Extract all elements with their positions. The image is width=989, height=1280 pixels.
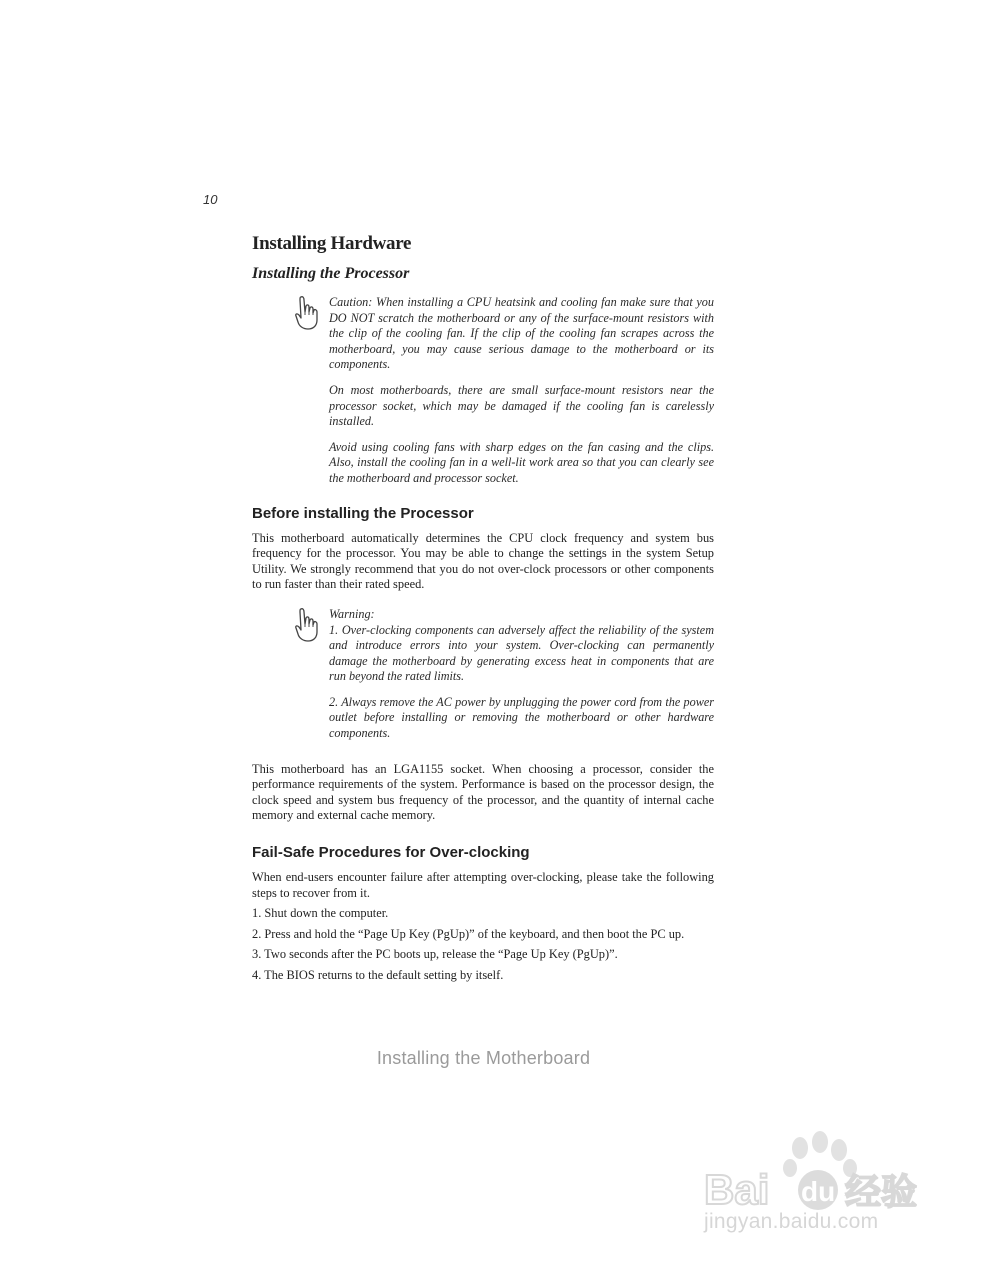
section-heading-failsafe: Fail-Safe Procedures for Over-clocking [252, 844, 530, 862]
svg-text:du: du [801, 1176, 836, 1207]
svg-text:Bai: Bai [704, 1166, 770, 1213]
before-installing-paragraph: This motherboard automatically determines the CPU clock frequency and system bus frequency for the processor. You may be able to change the settings in the system Setup Utility. We strongly recommend that you do not over-clock processors or other components to run faster than their rated speed. [252, 530, 714, 592]
failsafe-intro: When end-users encounter failure after attempting over-clocking, please take the following steps to recover from it. [252, 870, 714, 900]
warning-label: Warning: [329, 606, 375, 621]
socket-paragraph: This motherboard has an LGA1155 socket. When choosing a processor, consider the performance requirements of the system. Performance is based on the processor design, the clock speed and system bus frequency of the processor, and the quantity of internal cache memory and external cache memory. [252, 761, 714, 823]
page-title: Installing Hardware [252, 233, 412, 254]
caution-paragraph: Avoid using cooling fans with sharp edges on the fan casing and the clips. Also, install the cooling fan in a well-lit work area so that you can clearly see the motherboard and processor socket. [329, 439, 714, 485]
footer-text: Installing the Motherboard [376, 1048, 591, 1068]
failsafe-steps [252, 906, 714, 983]
svg-text:经验: 经验 [845, 1172, 918, 1213]
page-number: 10 [203, 192, 218, 207]
section-subtitle: Installing the Processor [252, 265, 410, 282]
pointing-hand-icon [292, 295, 322, 331]
list-item: 2. Press and hold the “Page Up Key (PgUp)” of the keyboard, and then boot the PC up. [252, 926, 685, 941]
list-item: 4. The BIOS returns to the default setting by itself. [252, 968, 504, 982]
watermark-url: jingyan.baidu.com [704, 1210, 879, 1233]
caution-note [252, 295, 714, 487]
caution-paragraph: On most motherboards, there are small surface-mount resistors near the processor socket, which may be damaged if the cooling fan is carelessly installed. [329, 382, 714, 429]
pointing-hand-icon [292, 607, 322, 643]
warning-paragraph: 2. Always remove the AC power by unplugging the power cord from the power outlet before installing or removing the motherboard or other hardware components. [329, 694, 714, 741]
page-footer [0, 1048, 989, 1069]
warning-note [252, 607, 714, 742]
list-item: 1. Shut down the computer. [252, 906, 389, 921]
warning-paragraph: 1. Over-clocking components can adversely affect the reliability of the system and introduce errors into your system. Over-clocking can permanently damage the motherboard by generating excess heat in components that are run beyond the rated limits. [329, 622, 714, 684]
page-content [252, 233, 714, 989]
list-item: 3. Two seconds after the PC boots up, release the “Page Up Key (PgUp)”. [252, 947, 618, 962]
caution-paragraph: Caution: When installing a CPU heatsink and cooling fan make sure that you DO NOT scratch the motherboard or any of the surface-mount resistors with the clip of the cooling fan. If the clip of the cooling fan scrapes across the motherboard, you may cause serious damage to the motherboard or its components. [329, 295, 714, 372]
section-heading-before-installing: Before installing the Processor [252, 504, 474, 522]
